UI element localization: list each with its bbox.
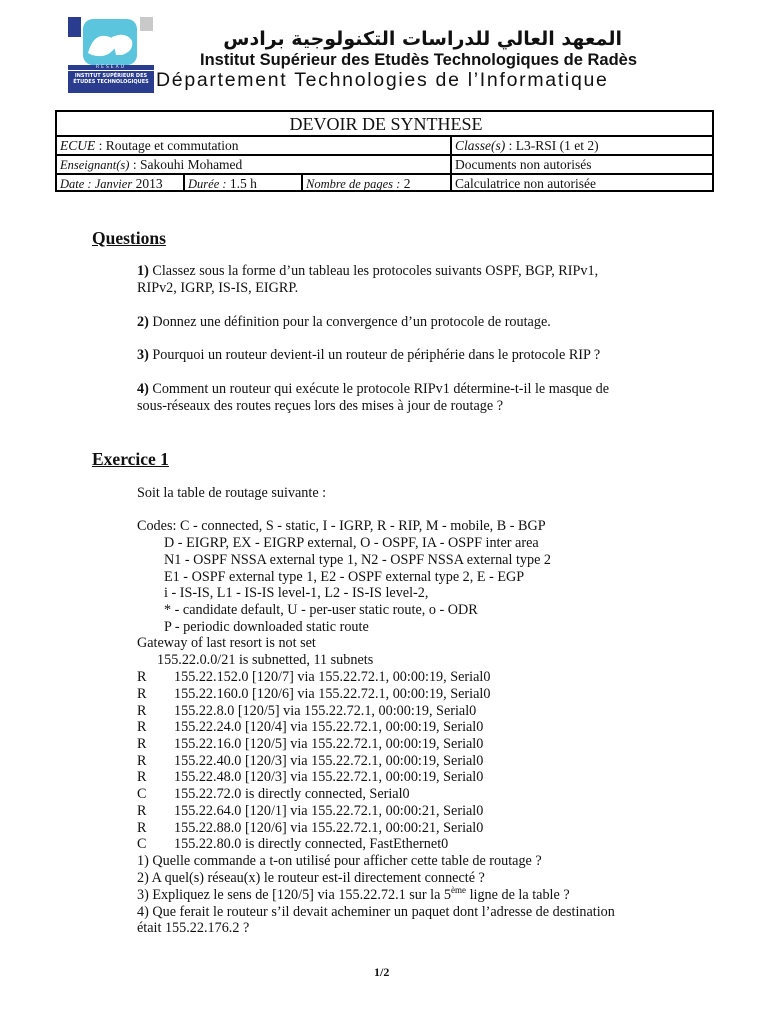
table-row-date [57,175,712,192]
route-code: R [137,769,147,785]
duree-cell [183,175,301,192]
calculatrice-cell: Calculatrice non autorisée [450,175,712,192]
exercice-1-heading: Exercice 1 [92,449,169,469]
questions-heading: Questions [92,228,166,248]
route-code: R [137,736,147,752]
route-code: R [137,753,147,769]
institute-logo-icon [66,17,154,93]
route-entry: 155.22.64.0 [120/1] via 155.22.72.1, 00:00:21, Serial0 [174,803,484,819]
route-entry: 155.22.72.0 is directly connected, Serial0 [174,786,410,802]
route-code: R [137,719,147,735]
ecue-label: ECUE [60,138,96,153]
logo-text-top: RESEAU [95,65,127,70]
question-3-number: 3) [137,347,149,363]
gateway-line: Gateway of last resort is not set [137,635,316,651]
codes-line-2: D - EIGRP, EX - EIGRP external, O - OSPF, IA - OSPF inter area [164,535,539,551]
classe-value: : L3-RSI (1 et 2) [505,138,599,153]
duree-label: Durée : [188,177,227,191]
question-1-number: 1) [137,263,149,279]
subnet-line: 155.22.0.0/21 is subnetted, 11 subnets [157,652,374,668]
route-entry: 155.22.80.0 is directly connected, FastEthernet0 [174,836,449,852]
route-code: R [137,803,147,819]
route-entry: 155.22.8.0 [120/5] via 155.22.72.1, 00:00:19, Serial0 [174,703,477,719]
exercise-question-4-line-1: 4) Que ferait le routeur s’il devait acheminer un paquet dont l’adresse de destination [137,904,615,920]
exercise-question-3-superscript: ème [451,885,467,895]
exam-info-table [55,110,714,192]
question-4 [137,381,609,415]
question-4-line-1: Comment un routeur qui exécute le protocole RIPv1 détermine-t-il le masque de [148,381,610,397]
ecue-value: : Routage et commutation [95,138,239,153]
exercise-question-2: 2) A quel(s) réseau(x) le routeur est-il directement connecté ? [137,870,485,886]
enseignant-label: Enseignant(s) [60,158,130,172]
route-entry: 155.22.40.0 [120/3] via 155.22.72.1, 00:00:19, Serial0 [174,753,484,769]
question-1 [137,263,598,297]
classe-label: Classe(s) [455,138,506,153]
question-3-text: Pourquoi un routeur devient-il un routeur de périphérie dans le protocole RIP ? [148,347,601,363]
codes-line-1: Codes: C - connected, S - static, I - IGRP, R - RIP, M - mobile, B - BGP [137,518,546,534]
duree-value: 1.5 h [226,176,257,191]
route-entry: 155.22.152.0 [120/7] via 155.22.72.1, 00:00:19, Serial0 [174,669,491,685]
exam-title: DEVOIR DE SYNTHESE [289,114,483,134]
date-value: 2013 [132,176,163,191]
pages-cell [301,175,450,192]
route-code: R [137,703,147,719]
date-label: Date : Janvier [60,177,133,191]
enseignant-cell [57,156,453,173]
ecue-cell [57,137,453,154]
route-entry: 155.22.24.0 [120/4] via 155.22.72.1, 00:00:19, Serial0 [174,719,484,735]
route-code: R [137,820,147,836]
route-entry: 155.22.48.0 [120/3] via 155.22.72.1, 00:00:19, Serial0 [174,769,484,785]
arabic-institute-title: المعهد العالي للدراسات التكنولوجية برادس [223,28,622,50]
table-title-row [57,112,712,137]
route-code: C [137,836,147,852]
exercice-1-intro: Soit la table de routage suivante : [137,485,327,501]
exercise-question-3 [137,887,570,905]
exercise-question-1: 1) Quelle commande a t-on utilisé pour afficher cette table de routage ? [137,853,542,869]
question-3 [137,347,600,364]
route-entry: 155.22.160.0 [120/6] via 155.22.72.1, 00:00:19, Serial0 [174,686,491,702]
table-row-enseignant [57,156,712,175]
route-entry: 155.22.88.0 [120/6] via 155.22.72.1, 00:00:21, Serial0 [174,820,484,836]
classe-cell [450,137,712,154]
codes-line-3: N1 - OSPF NSSA external type 1, N2 - OSPF NSSA external type 2 [164,552,552,568]
route-code: R [137,669,147,685]
route-entry: 155.22.16.0 [120/5] via 155.22.72.1, 00:00:19, Serial0 [174,736,484,752]
pages-value: 2 [400,176,411,191]
codes-line-4: E1 - OSPF external type 1, E2 - OSPF external type 2, E - EGP [164,569,525,585]
enseignant-value: : Sakouhi Mohamed [129,157,243,172]
exercise-question-3-end: ligne de la table ? [466,887,570,903]
question-1-line-2: RIPv2, IGRP, IS-IS, EIGRP. [137,280,299,296]
documents-cell: Documents non autorisés [450,156,712,173]
table-row-ecue [57,137,712,156]
route-code: R [137,686,147,702]
question-2 [137,314,551,331]
codes-line-7: P - periodic downloaded static route [164,619,369,635]
department-name: Département Technologies de l’Informatique [156,69,609,91]
exercise-question-4-line-2: était 155.22.176.2 ? [137,920,250,936]
question-2-text: Donnez une définition pour la convergence d’un protocole de routage. [148,314,551,330]
question-1-line-1: Classez sous la forme d’un tableau les protocoles suivants OSPF, BGP, RIPv1, [148,263,599,279]
exercise-question-3-text: 3) Expliquez le sens de [120/5] via 155.22.72.1 sur la 5 [137,887,452,903]
question-4-number: 4) [137,381,149,397]
codes-line-5: i - IS-IS, L1 - IS-IS level-1, L2 - IS-IS level-2, [164,585,429,601]
page-number: 1/2 [374,965,390,979]
logo-text-bottom: INSTITUT SUPÉRIEUR DES ÉTUDES TECHNOLOGIQUES [73,73,149,85]
codes-line-6: * - candidate default, U - per-user static route, o - ODR [164,602,478,618]
question-2-number: 2) [137,314,149,330]
route-code: C [137,786,147,802]
question-4-line-2: sous-réseaux des routes reçues lors des mises à jour de routage ? [137,398,504,414]
date-cell [57,175,183,192]
institute-name: Institut Supérieur des Etudès Technologiques de Radès [200,51,638,69]
pages-label: Nombre de pages : [306,177,401,191]
